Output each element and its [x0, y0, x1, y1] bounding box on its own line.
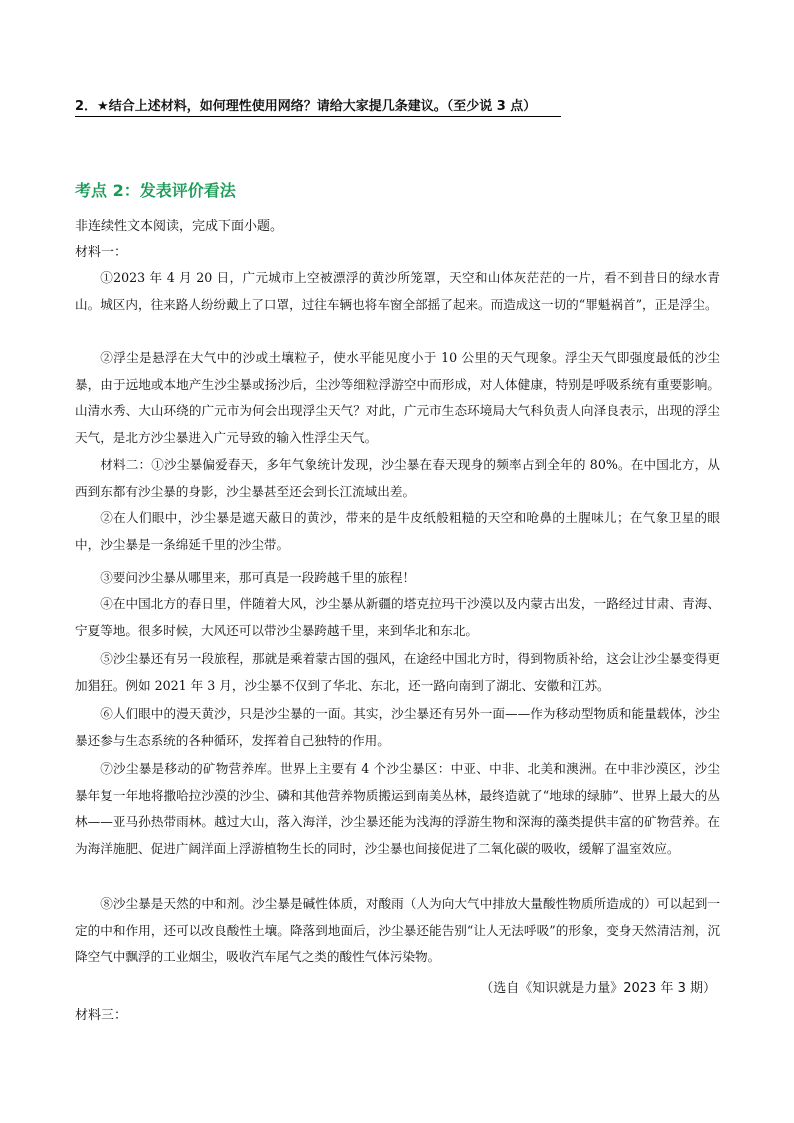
- material-1-label: 材料一：: [75, 245, 128, 260]
- paragraph-2: ②浮尘是悬浮在大气中的沙或土壤粒子，使水平能见度小于 10 公里的天气现象。浮尘天气即强度最低的沙尘暴，由于远地或本地产生沙尘暴或扬沙后，尘沙等细粒浮游空中而形成，对人体健康，特别是呼吸系统有重要影响。山清水秀、大山环绕的广元市为何会出现浮尘天气？对此，广元市生态环境局大气科负责人向泽良表示，出现的浮尘天气，是北方沙尘暴进入广元导致的输入性浮尘天气。: [75, 350, 720, 445]
- paragraph-7: ⑤沙尘暴还有另一段旅程，那就是乘着蒙古国的强风，在途经中国北方时，得到物质补给，这会让沙尘暴变得更加猖狂。例如 2021 年 3 月，沙尘暴不仅到了华北、东北，还一路向南到了湖北、安徽和江苏。: [75, 651, 720, 693]
- section-title: 考点 2：发表评价看法: [75, 181, 236, 200]
- question-underline: [75, 116, 561, 117]
- paragraph-6: ④在中国北方的春日里，伴随着大风，沙尘暴从新疆的塔克拉玛干沙漠以及内蒙古出发，一路经过甘肃、青海、宁夏等地。很多时候，大风还可以带沙尘暴跨越千里，来到华北和东北。: [75, 596, 720, 638]
- material-3-label: 材料三：: [75, 1008, 128, 1023]
- paragraph-3: 材料二：①沙尘暴偏爱春天，多年气象统计发现，沙尘暴在春天现身的频率占到全年的 80%。在中国北方，从西到东都有沙尘暴的身影，沙尘暴甚至还会到长江流域出差。: [75, 457, 720, 499]
- question-2: 2．★结合上述材料，如何理性使用网络？请给大家提几条建议。（至少说 3 点）: [75, 99, 537, 114]
- paragraph-4: ②在人们眼中，沙尘暴是遮天蔽日的黄沙，带来的是牛皮纸般粗糙的天空和呛鼻的土腥味儿；在气象卫星的眼中，沙尘暴是一条绵延千里的沙尘带。: [75, 510, 720, 552]
- paragraph-8: ⑥人们眼中的漫天黄沙，只是沙尘暴的一面。其实，沙尘暴还有另外一面——作为移动型物质和能量载体，沙尘暴还参与生态系统的各种循环，发挥着自己独特的作用。: [75, 706, 720, 748]
- paragraph-10: ⑧沙尘暴是天然的中和剂。沙尘暴是碱性体质，对酸雨（人为向大气中排放大量酸性物质所造成的）可以起到一定的中和作用，还可以改良酸性土壤。降落到地面后，沙尘暴还能告别“让人无法呼吸”的形象，变身天然清洁剂，沉降空气中飘浮的工业烟尘，吸收汽车尾气之类的酸性气体污染物。: [75, 896, 720, 964]
- instruction-text: 非连续性文本阅读，完成下面小题。: [75, 219, 284, 234]
- source-citation: （选自《知识就是力量》2023 年 3 期）: [480, 981, 716, 996]
- paragraph-5: ③要问沙尘暴从哪里来，那可真是一段跨越千里的旅程！: [100, 570, 416, 585]
- paragraph-1: ①2023 年 4 月 20 日，广元城市上空被漂浮的黄沙所笼罩，天空和山体灰茫茫的一片，看不到昔日的绿水青山。城区内，往来路人纷纷戴上了口罩，过往车辆也将车窗全部摇了起来。而造成这一切的“罪魁祸首”，正是浮尘。: [75, 270, 720, 312]
- paragraph-9: ⑦沙尘暴是移动的矿物营养库。世界上主要有 4 个沙尘暴区：中亚、中非、北美和澳洲。在中非沙漠区，沙尘暴年复一年地将撒哈拉沙漠的沙尘、磷和其他营养物质搬运到南美丛林，最终造就了“地球的绿肺”、世界上最大的丛林——亚马孙热带雨林。越过大山，落入海洋，沙尘暴还能为浅海的浮游生物和深海的藻类提供丰富的矿物营养。在为海洋施肥、促进广阔洋面上浮游植物生长的同时，沙尘暴也间接促进了二氧化碳的吸收，缓解了温室效应。: [75, 761, 720, 856]
